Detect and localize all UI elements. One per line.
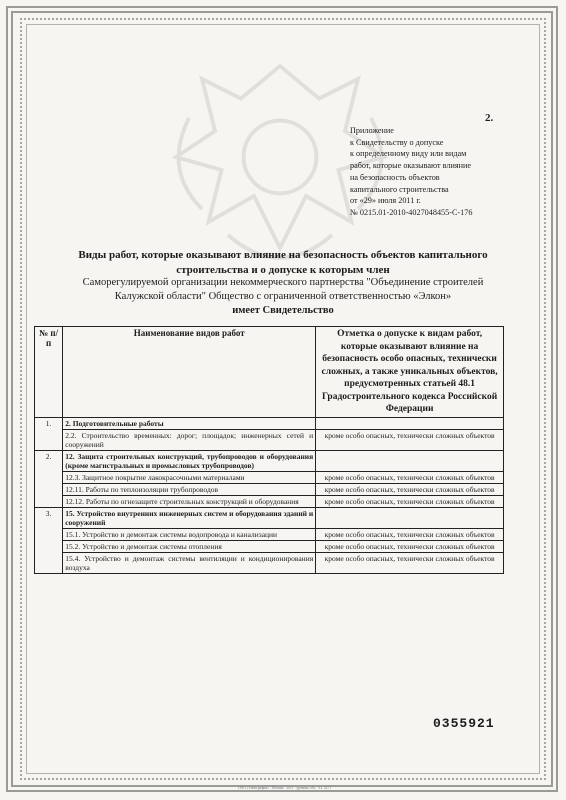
table-row bbox=[35, 507, 504, 528]
heading-line: Виды работ, которые оказывают влияние на безопасность объектов капитального bbox=[78, 249, 488, 261]
header-permission-mark: Отметка о допуске к видам работ, которые оказывают влияние на безопасность особо опасных, технически сложных, а также уникальных объектов, предусмотренных статьей 48.1 Градостроительного кодекса Российской Федерации bbox=[316, 327, 504, 418]
permission-mark: кроме особо опасных, технически сложных объектов bbox=[316, 552, 504, 573]
table-row bbox=[35, 417, 504, 429]
table-row bbox=[35, 540, 504, 552]
works-table-body bbox=[35, 417, 504, 573]
row-number: 2. bbox=[35, 450, 63, 507]
page-number: 2. bbox=[485, 112, 494, 124]
appendix-line: к определенному виду или видам bbox=[350, 149, 467, 159]
printer-imprint: ООО «Типография» · Москва · 2011 · уровень «В» · т.з. 4271 bbox=[238, 786, 332, 790]
appendix-line: к Свидетельству о допуске bbox=[350, 137, 444, 147]
table-row bbox=[35, 552, 504, 573]
works-table bbox=[34, 326, 504, 574]
appendix-line: на безопасность объектов bbox=[350, 172, 440, 182]
table-row bbox=[35, 495, 504, 507]
table-header-row bbox=[35, 327, 504, 418]
organization-lines bbox=[40, 276, 526, 304]
organization-line: Саморегулируемой организации некоммерческого партнерства "Объединение строителей bbox=[82, 277, 484, 288]
appendix-line: работ, которые оказывают влияние bbox=[350, 161, 472, 171]
work-item-name: 12.11. Работы по теплоизоляции трубопроводов bbox=[63, 483, 316, 495]
organization-statement bbox=[40, 276, 526, 318]
permission-mark bbox=[316, 417, 504, 429]
permission-mark: кроме особо опасных, технически сложных объектов bbox=[316, 483, 504, 495]
appendix-note bbox=[350, 125, 510, 219]
work-item-name: 15.4. Устройство и демонтаж системы вентиляции и кондиционирования воздуха bbox=[63, 552, 316, 573]
table-row bbox=[35, 471, 504, 483]
organization-line: Калужской области" Общество с ограниченной ответственностью «Элкон» bbox=[114, 291, 452, 302]
work-item-name: 15.1. Устройство и демонтаж системы водопровода и канализации bbox=[63, 528, 316, 540]
work-section-name: 15. Устройство внутренних инженерных систем и оборудования зданий и сооружений bbox=[63, 507, 316, 528]
work-item-name: 12.12. Работы по огнезащите строительных конструкций и оборудования bbox=[63, 495, 316, 507]
work-item-name: 2.2. Строительство временных: дорог; площадок; инженерных сетей и сооружений bbox=[63, 429, 316, 450]
document-heading bbox=[40, 248, 526, 278]
table-row bbox=[35, 429, 504, 450]
appendix-line: Приложение bbox=[350, 126, 394, 135]
permission-mark bbox=[316, 507, 504, 528]
permission-mark: кроме особо опасных, технически сложных объектов bbox=[316, 471, 504, 483]
certificate-statement: имеет Свидетельство bbox=[232, 305, 334, 316]
permission-mark: кроме особо опасных, технически сложных объектов bbox=[316, 540, 504, 552]
header-number: № п/п bbox=[35, 327, 63, 418]
work-item-name: 12.3. Защитное покрытие лакокрасочными материалами bbox=[63, 471, 316, 483]
work-section-name: 2. Подготовительные работы bbox=[63, 417, 316, 429]
permission-mark: кроме особо опасных, технически сложных объектов bbox=[316, 495, 504, 507]
header-work-name: Наименование видов работ bbox=[63, 327, 316, 418]
work-item-name: 15.2. Устройство и демонтаж системы отопления bbox=[63, 540, 316, 552]
table-row bbox=[35, 450, 504, 471]
row-number: 3. bbox=[35, 507, 63, 573]
table-row bbox=[35, 528, 504, 540]
appendix-line: капитального строительства bbox=[350, 184, 449, 194]
appendix-line: № 0215.01-2010-4027048455-С-176 bbox=[350, 207, 473, 217]
serial-number: 0355921 bbox=[433, 716, 495, 731]
heading-line: строительства и о допуске к которым член bbox=[176, 264, 390, 276]
permission-mark: кроме особо опасных, технически сложных объектов bbox=[316, 429, 504, 450]
row-number: 1. bbox=[35, 417, 63, 450]
work-section-name: 12. Защита строительных конструкций, трубопроводов и оборудования (кроме магистральных и промысловых трубопроводов) bbox=[63, 450, 316, 471]
permission-mark bbox=[316, 450, 504, 471]
table-row bbox=[35, 483, 504, 495]
appendix-line: от «29» июля 2011 г. bbox=[350, 196, 421, 206]
permission-mark: кроме особо опасных, технически сложных объектов bbox=[316, 528, 504, 540]
